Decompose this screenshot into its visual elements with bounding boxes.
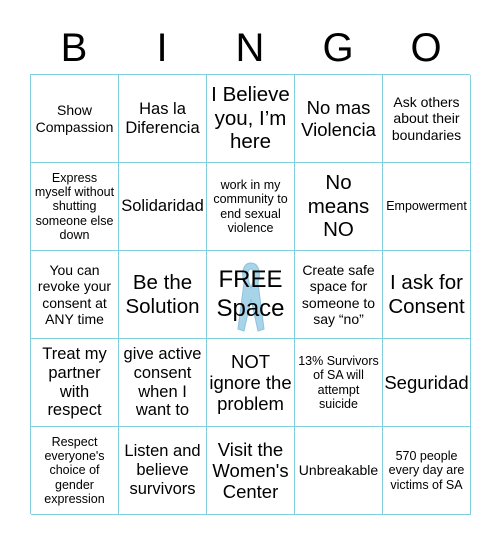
bingo-board: [30, 74, 470, 514]
cell-text: Be the Solution: [125, 270, 200, 318]
bingo-cell[interactable]: [31, 427, 119, 515]
cell-text: Create safe space for someone to say “no”: [301, 262, 376, 327]
bingo-cell[interactable]: [383, 251, 471, 339]
header-letter-i: I: [156, 26, 168, 70]
header-letter-n: N: [235, 26, 265, 70]
bingo-cell[interactable]: [119, 339, 207, 427]
cell-text: Respect everyone's choice of gender expression: [44, 434, 105, 507]
header-letter-b: B: [60, 26, 88, 70]
free-space-label: FREE Space: [216, 265, 285, 322]
bingo-cell[interactable]: [207, 75, 295, 163]
cell-text: Ask others about their boundaries: [391, 94, 462, 143]
cell-text: Has la Diferencia: [125, 99, 200, 137]
cell-text: I Believe you, I’m here: [211, 83, 290, 154]
bingo-cell[interactable]: [295, 163, 383, 251]
bingo-cell[interactable]: [119, 75, 207, 163]
cell-text: give active consent when I want to: [123, 344, 202, 420]
bingo-cell[interactable]: [31, 251, 119, 339]
bingo-cell[interactable]: [295, 427, 383, 515]
bingo-cell[interactable]: [295, 251, 383, 339]
cell-text: Listen and believe survivors: [124, 442, 201, 498]
cell-text: Visit the Women's Center: [212, 438, 289, 503]
bingo-cell[interactable]: [119, 251, 207, 339]
bingo-cell[interactable]: [383, 75, 471, 163]
cell-text: Seguridad: [384, 371, 469, 393]
cell-text: Treat my partner with respect: [42, 344, 107, 420]
cell-text: No means NO: [307, 171, 370, 242]
bingo-cell[interactable]: [31, 163, 119, 251]
bingo-cell[interactable]: [383, 339, 471, 427]
bingo-cell[interactable]: [207, 163, 295, 251]
bingo-cell[interactable]: [383, 163, 471, 251]
bingo-cell[interactable]: [31, 339, 119, 427]
bingo-cell[interactable]: [383, 427, 471, 515]
free-space-cell[interactable]: [207, 251, 295, 339]
cell-text: Show Compassion: [35, 102, 114, 135]
bingo-header: [30, 22, 470, 74]
cell-text: work in my community to end sexual violence: [213, 177, 288, 235]
cell-text: Unbreakable: [298, 462, 379, 479]
bingo-cell[interactable]: [119, 427, 207, 515]
bingo-cell[interactable]: [295, 339, 383, 427]
bingo-cell[interactable]: [295, 75, 383, 163]
cell-text: Solidaridad: [121, 197, 204, 216]
cell-text: Express myself without shutting someone else down: [34, 170, 115, 243]
cell-text: No mas Violencia: [301, 97, 376, 140]
cell-text: NOT ignore the problem: [209, 350, 292, 415]
cell-text: I ask for Consent: [388, 270, 465, 318]
header-letter-o: O: [410, 26, 442, 70]
bingo-cell[interactable]: [207, 427, 295, 515]
bingo-cell[interactable]: [207, 339, 295, 427]
cell-text: Empowerment: [386, 199, 467, 214]
bingo-cell[interactable]: [119, 163, 207, 251]
header-letter-g: G: [322, 26, 354, 70]
cell-text: 570 people every day are victims of SA: [388, 448, 465, 492]
cell-text: You can revoke your consent at ANY time: [37, 262, 112, 327]
cell-text: 13% Survivors of SA will attempt suicide: [298, 353, 379, 411]
bingo-cell[interactable]: [31, 75, 119, 163]
